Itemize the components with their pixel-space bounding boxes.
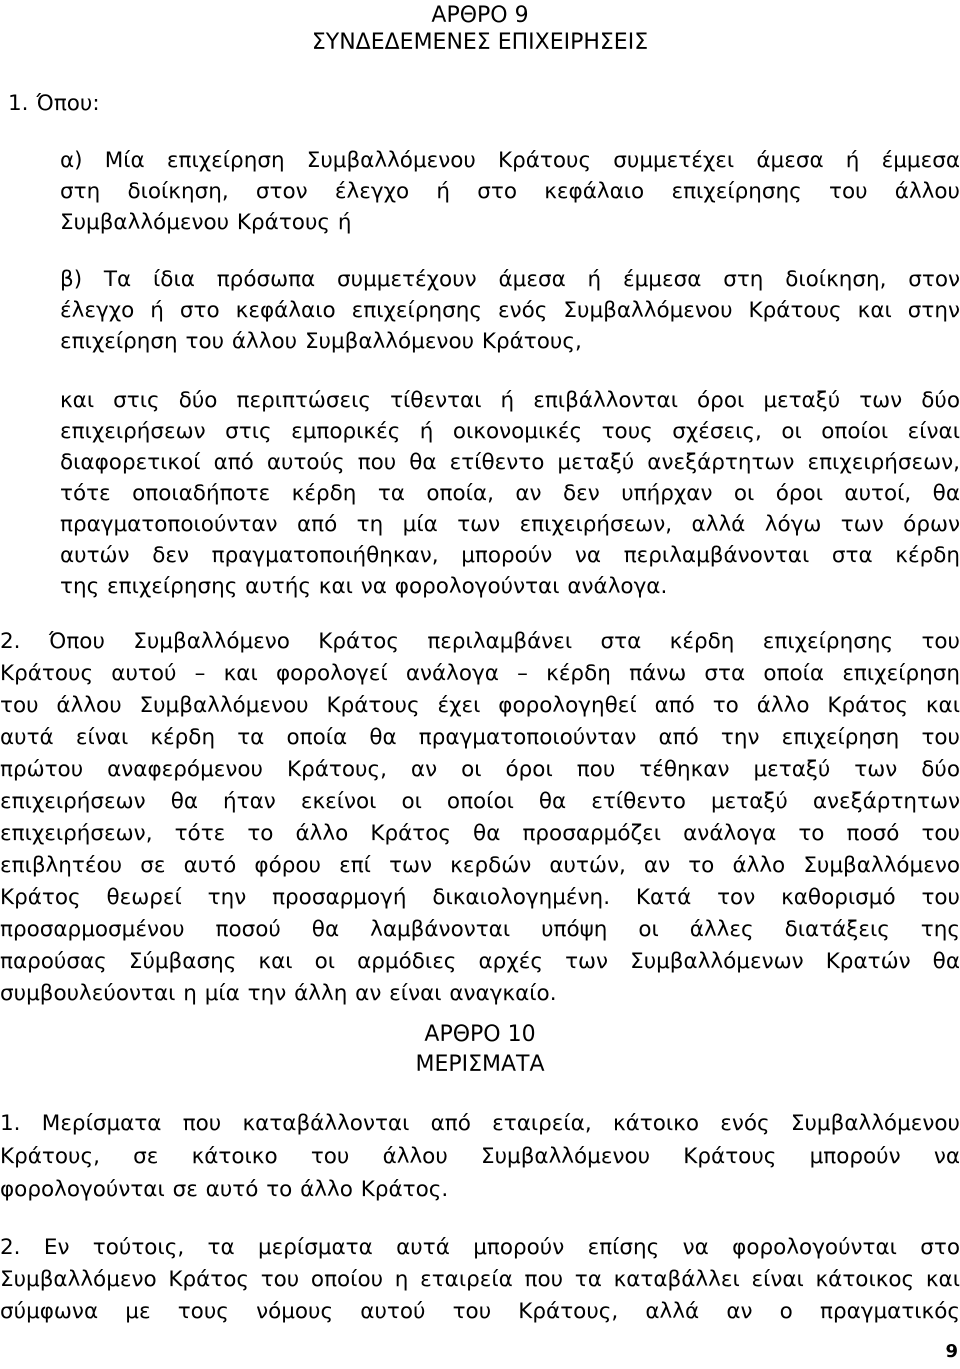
clause-c-line: αυτών δεν πραγματοποιήθηκαν, μπορούν να περιλαμβάνονται στα κέρδη <box>60 543 960 568</box>
article-9-title: ΑΡΘΡΟ 9 <box>431 3 529 28</box>
clause-c-line: επιχειρήσεων στις εμπορικές ή οικονομικές τους σχέσεις, οι οποίοι είναι <box>60 419 960 444</box>
article-9-paragraph-2-line: αυτά είναι κέρδη τα οποία θα πραγματοποιούνταν από την επιχείρηση του <box>0 725 960 750</box>
article-9-subtitle: ΣΥΝΔΕΔΕΜΕΝΕΣ ΕΠΙΧΕΙΡΗΣΕΙΣ <box>311 30 649 55</box>
article-10-paragraph-2-line: Συμβαλλόμενο Κράτος του οποίου η εταιρεία που τα καταβάλλει είναι κάτοικος και <box>0 1267 960 1292</box>
article-9-paragraph-2-line: παρούσας Σύμβασης και οι αρμόδιες αρχές των Συμβαλλόμενων Κρατών θα <box>0 949 960 974</box>
article-9-paragraph-2-line: επιβλητέου σε αυτό φόρου επί των κερδών αυτών, αν το άλλο Συμβαλλόμενο <box>0 853 960 878</box>
clause-b-line: β) Τα ίδια πρόσωπα συμμετέχουν άμεσα ή έμμεσα στη διοίκηση, στον <box>60 267 960 292</box>
article-9-paragraph-2-line: Κράτος θεωρεί την προσαρμογή δικαιολογημένη. Κατά τον καθορισμό του <box>0 885 960 910</box>
article-9-paragraph-2-line: επιχειρήσεων, τότε το άλλο Κράτος θα προσαρμόζει ανάλογα το ποσό του <box>0 821 960 846</box>
clause-c-line: της επιχείρησης αυτής και να φορολογούνται ανάλογα. <box>60 574 668 599</box>
article-9-paragraph-2-line: προσαρμοσμένου ποσού θα λαμβάνονται υπόψη οι άλλες διατάξεις της <box>0 917 960 942</box>
article-10-subtitle: ΜΕΡΙΣΜΑΤΑ <box>415 1052 545 1077</box>
clause-c-line: και στις δύο περιπτώσεις τίθενται ή επιβάλλονται όροι μεταξύ των δύο <box>60 388 960 413</box>
article-9-paragraph-2-line: επιχειρήσεων θα ήταν εκείνοι οι οποίοι θα ετίθεντο μεταξύ ανεξάρτητων <box>0 789 960 814</box>
article-9-paragraph-1-intro: 1. Όπου: <box>8 91 100 116</box>
article-10-paragraph-2-line: 2. Εν τούτοις, τα μερίσματα αυτά μπορούν επίσης να φορολογούνται στο <box>0 1235 960 1260</box>
article-10-title: ΑΡΘΡΟ 10 <box>424 1022 536 1047</box>
clause-a-line: στη διοίκηση, στον έλεγχο ή στο κεφάλαιο επιχείρησης του άλλου <box>60 179 960 204</box>
article-10-paragraph-1-line: φορολογούνται σε αυτό το άλλο Κράτος. <box>0 1177 449 1202</box>
article-9-paragraph-2-line: πρώτου αναφερόμενου Κράτους, αν οι όροι που τέθηκαν μεταξύ των δύο <box>0 757 960 782</box>
clause-a-line: Συμβαλλόμενου Κράτους ή <box>60 210 352 235</box>
page-number: 9 <box>945 1341 958 1362</box>
article-9-paragraph-2-line: Κράτους αυτού – και φορολογεί ανάλογα – κέρδη πάνω στα οποία επιχείρηση <box>0 661 960 686</box>
article-9-paragraph-2-line: 2. Όπου Συμβαλλόμενο Κράτος περιλαμβάνει στα κέρδη επιχείρησης του <box>0 629 960 654</box>
clause-c-line: τότε οποιαδήποτε κέρδη τα οποία, αν δεν υπήρχαν οι όροι αυτοί, θα <box>60 481 960 506</box>
clause-c-line: διαφορετικοί από αυτούς που θα ετίθεντο μεταξύ ανεξάρτητων επιχειρήσεων, <box>60 450 960 475</box>
article-9-paragraph-2-line: του άλλου Συμβαλλόμενου Κράτους έχει φορολογηθεί από το άλλο Κράτος και <box>0 693 960 718</box>
article-10-paragraph-1-line: Κράτους, σε κάτοικο του άλλου Συμβαλλόμενου Κράτους μπορούν να <box>0 1144 960 1169</box>
article-10-paragraph-1-line: 1. Μερίσματα που καταβάλλονται από εταιρεία, κάτοικο ενός Συμβαλλόμενου <box>0 1111 960 1136</box>
clause-b-line: έλεγχο ή στο κεφάλαιο επιχείρησης ενός Συμβαλλόμενου Κράτους και στην <box>60 298 960 323</box>
article-10-paragraph-2-line: σύμφωνα με τους νόμους αυτού του Κράτους, αλλά αν ο πραγματικός <box>0 1299 960 1324</box>
clause-b-line: επιχείρηση του άλλου Συμβαλλόμενου Κράτους, <box>60 329 582 354</box>
clause-a-line: α) Μία επιχείρηση Συμβαλλόμενου Κράτους συμμετέχει άμεσα ή έμμεσα <box>60 148 960 173</box>
clause-c-line: πραγματοποιούνταν από τη μία των επιχειρήσεων, αλλά λόγω των όρων <box>60 512 960 537</box>
article-9-paragraph-2-line: συμβουλεύονται η μία την άλλη αν είναι αναγκαίο. <box>0 981 557 1006</box>
